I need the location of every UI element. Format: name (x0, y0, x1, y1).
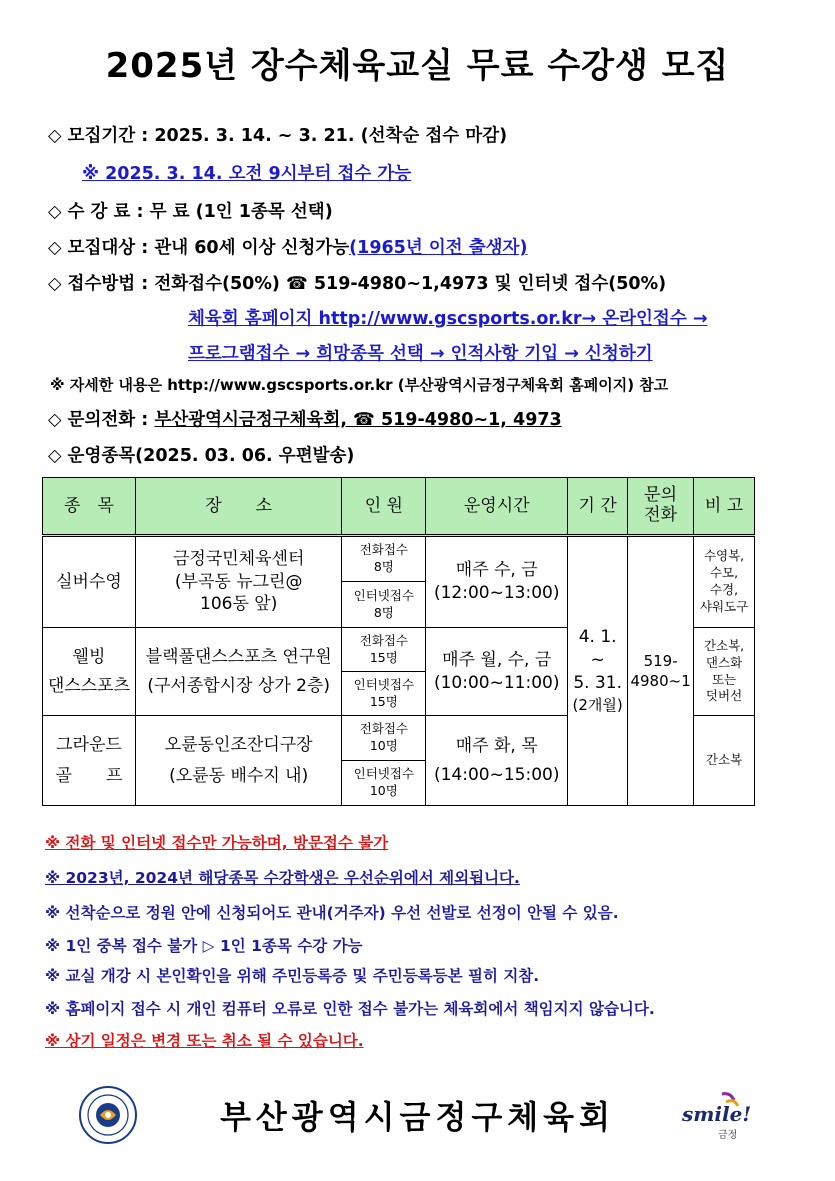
table-header-row (43, 478, 755, 536)
schedule-cell: 매주 월, 수, 금 (10:00~11:00) (426, 628, 568, 716)
venue-cell: 블랙풀댄스스포츠 연구원 (구서종합시장 상가 2층) (135, 628, 342, 716)
method: ◇ 접수방법 : 전화접수(50%) ☎ 519-4980~1,4973 및 인터넷 접수(50%) (48, 274, 667, 294)
method-detail-2: 프로그램접수 → 희망종목 선택 → 인적사항 기입 → 신청하기 (188, 344, 653, 364)
header-venue: 장 소 (135, 478, 342, 536)
note-cell: 간소복, 댄스화 또는 덧버선 (694, 628, 755, 716)
schedule-cell: 매주 수, 금 (12:00~13:00) (426, 536, 568, 628)
notice-1: ※ 전화 및 인터넷 접수만 가능하며, 방문접수 불가 (45, 834, 389, 852)
target-highlight: (1965년 이전 출생자) (349, 238, 528, 258)
notice-7: ※ 상기 일정은 변경 또는 취소 될 수 있습니다. (45, 1032, 364, 1050)
smile-logo-sub: 금정 (718, 1130, 738, 1141)
quota-online-cell: 인터넷접수 8명 (342, 582, 426, 628)
contact-value: 부산광역시금정구체육회, ☎ 519-4980~1, 4973 (154, 410, 562, 430)
header-sport: 종 목 (43, 478, 136, 536)
organization-name: 부산광역시금정구체육회 (219, 1098, 616, 1136)
quota-online-cell: 인터넷접수 10명 (342, 761, 426, 806)
notice-2: ※ 2023년, 2024년 해당종목 수강학생은 우선순위에서 제외됩니다. (45, 869, 520, 887)
recruit-period: ◇ 모집기간 : 2025. 3. 14. ~ 3. 21. (선착순 접수 마감) (48, 126, 508, 146)
target-prefix: ◇ 모집대상 : 관내 60세 이상 신청가능 (48, 238, 350, 258)
sport-cell: 실버수영 (43, 536, 136, 628)
header-quota: 인 원 (342, 478, 426, 536)
details-note: ※ 자세한 내용은 http://www.gscsports.or.kr (부산광역시금정구체육회 홈페이지) 참고 (50, 376, 669, 394)
note-cell: 간소복 (694, 716, 755, 806)
smile-logo-text: smile! (682, 1102, 752, 1126)
header-contact: 문의 전화 (628, 478, 694, 536)
period-cell: 4. 1. ~ 5. 31. (2개월) (568, 536, 628, 806)
header-period: 기 간 (568, 478, 628, 536)
fee: ◇ 수 강 료 : 무 료 (1인 1종목 선택) (48, 202, 333, 222)
sport-cell: 그라운드 골 프 (43, 716, 136, 806)
smile-logo (678, 1090, 752, 1146)
quota-phone-cell: 전화접수 10명 (342, 716, 426, 761)
sport-cell: 웰빙 댄스스포츠 (43, 628, 136, 716)
contact-cell: 519- 4980~1 (628, 536, 694, 806)
header-schedule: 운영시간 (426, 478, 568, 536)
method-detail-1[interactable]: 체육회 홈페이지 http://www.gscsports.or.kr→ 온라인접수 → (188, 309, 708, 329)
quota-online-cell: 인터넷접수 15명 (342, 672, 426, 716)
target (48, 234, 527, 259)
quota-phone-cell: 전화접수 8명 (342, 536, 426, 582)
programs-heading: ◇ 운영종목(2025. 03. 06. 우편발송) (48, 446, 355, 466)
venue-cell: 오륜동인조잔디구장 (오륜동 배수지 내) (135, 716, 342, 806)
program-table (42, 477, 755, 806)
venue-cell: 금정국민체육센터 (부곡동 뉴그린@ 106동 앞) (135, 536, 342, 628)
contact-prefix: ◇ 문의전화 : (48, 410, 155, 430)
schedule-cell: 매주 화, 목 (14:00~15:00) (426, 716, 568, 806)
notice-5: ※ 교실 개강 시 본인확인을 위해 주민등록증 및 주민등록등본 필히 지참. (45, 967, 540, 985)
quota-phone-cell: 전화접수 15명 (342, 628, 426, 672)
notice-3: ※ 선착순으로 정원 안에 신청되어도 관내(거주자) 우선 선발로 선정이 안될 수 있음. (45, 904, 619, 922)
note-cell: 수영복, 수모, 수경, 샤워도구 (694, 536, 755, 628)
contact (48, 406, 562, 431)
notice-4: ※ 1인 중복 접수 불가 ▷ 1인 1종목 수강 가능 (45, 937, 363, 955)
table-row (43, 536, 755, 582)
header-note: 비 고 (694, 478, 755, 536)
notice-6: ※ 홈페이지 접수 시 개인 컴퓨터 오류로 인한 접수 불가는 체육회에서 책임지지 않습니다. (45, 1000, 655, 1018)
period-note: ※ 2025. 3. 14. 오전 9시부터 접수 가능 (82, 164, 412, 184)
page-title: 2025년 장수체육교실 무료 수강생 모집 (105, 46, 730, 86)
